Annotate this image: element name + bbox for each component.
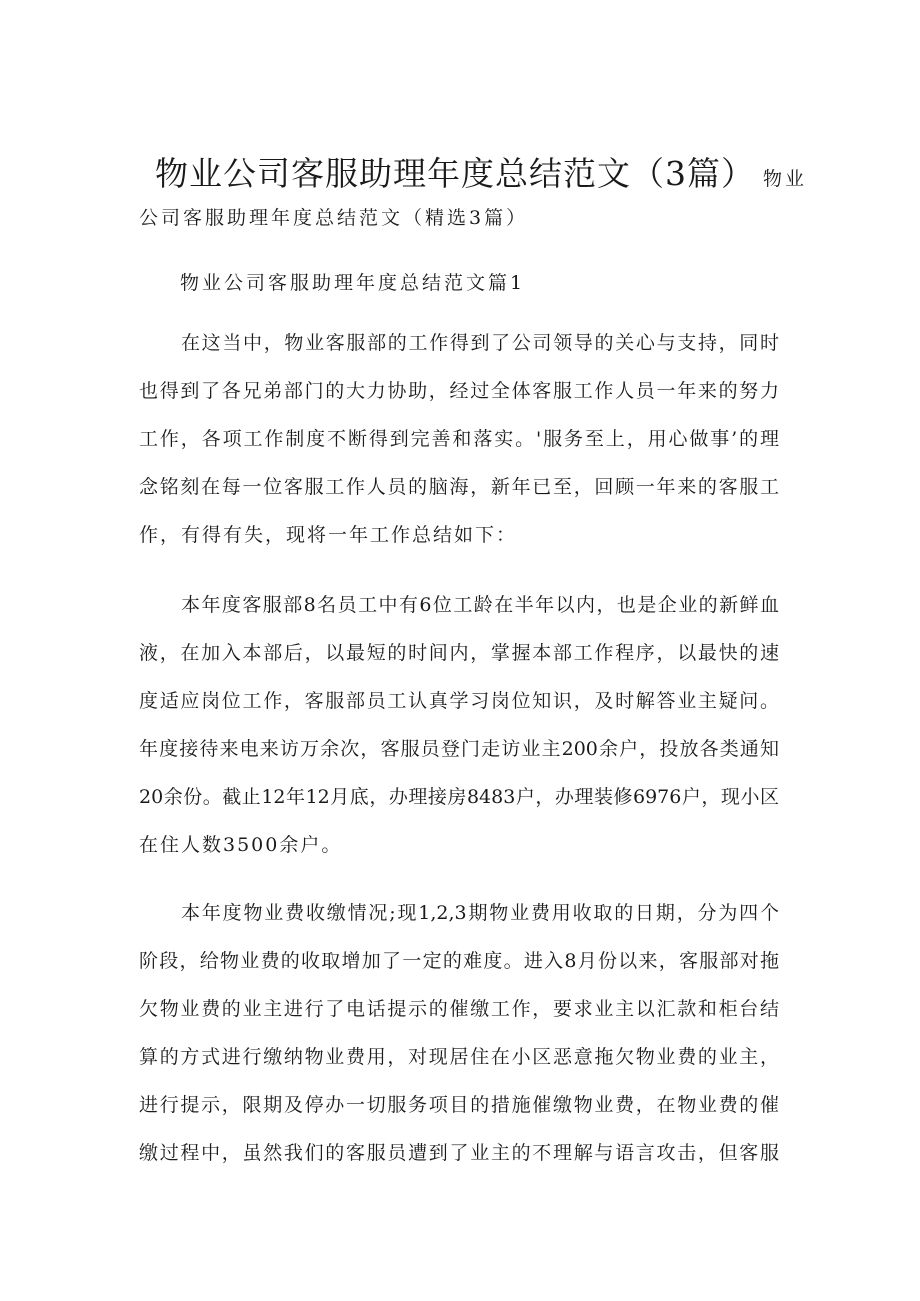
paragraph-line: 度适应岗位工作，客服部员工认真学习岗位知识，及时解答业主疑问。 — [139, 690, 779, 712]
paragraph-2 — [139, 581, 779, 869]
paragraph-line: 作，有得有失，现将一年工作总结如下： — [139, 524, 518, 546]
paragraph-line: 本年度客服部8名员工中有6位工龄在半年以内，也是企业的新鲜血 — [181, 594, 779, 616]
paragraph-line: 工作，各项工作制度不断得到完善和落实。'服务至上，用心做事’的理 — [139, 428, 779, 450]
paragraph-3 — [139, 889, 779, 1177]
paragraph-line: 算的方式进行缴纳物业费用，对现居住在小区恶意拖欠物业费的业主， — [139, 1046, 779, 1068]
title-tail: 物业 — [763, 168, 808, 190]
paragraph-line: 欠物业费的业主进行了电话提示的催缴工作，要求业主以汇款和柜台结 — [139, 998, 779, 1020]
paragraph-line: 阶段，给物业费的收取增加了一定的难度。进入8月份以来，客服部对拖 — [139, 950, 779, 972]
section-heading: 物业公司客服助理年度总结范文篇1 — [180, 272, 526, 294]
paragraph-line: 进行提示，限期及停办一切服务项目的措施催缴物业费，在物业费的催 — [139, 1094, 779, 1116]
paragraph-line: 在这当中，物业客服部的工作得到了公司领导的关心与支持，同时 — [181, 332, 779, 354]
paragraph-line: 20余份。截止12年12月底，办理接房8483户，办理装修6976户，现小区 — [139, 786, 779, 808]
paragraph-line: 液，在加入本部后，以最短的时间内，掌握本部工作程序，以最快的速 — [139, 642, 779, 664]
paragraph-line: 本年度物业费收缴情况;现1,2,3期物业费用收取的日期，分为四个 — [181, 902, 779, 924]
title-main: 物业公司客服助理年度总结范文（3篇） — [155, 154, 755, 193]
paragraph-line: 念铭刻在每一位客服工作人员的脑海，新年已至，回顾一年来的客服工 — [139, 476, 779, 498]
paragraph-1 — [139, 319, 779, 559]
paragraph-line: 也得到了各兄弟部门的大力协助，经过全体客服工作人员一年来的努力 — [139, 380, 779, 402]
paragraph-line: 年度接待来电来访万余次，客服员登门走访业主200余户，投放各类通知 — [139, 738, 779, 760]
paragraph-line: 在住人数3500余户。 — [139, 834, 343, 856]
document-subtitle: 公司客服助理年度总结范文（精选3篇） — [139, 207, 529, 229]
document-title — [155, 148, 875, 195]
paragraph-line: 缴过程中，虽然我们的客服员遭到了业主的不理解与语言攻击，但客服 — [139, 1142, 779, 1164]
